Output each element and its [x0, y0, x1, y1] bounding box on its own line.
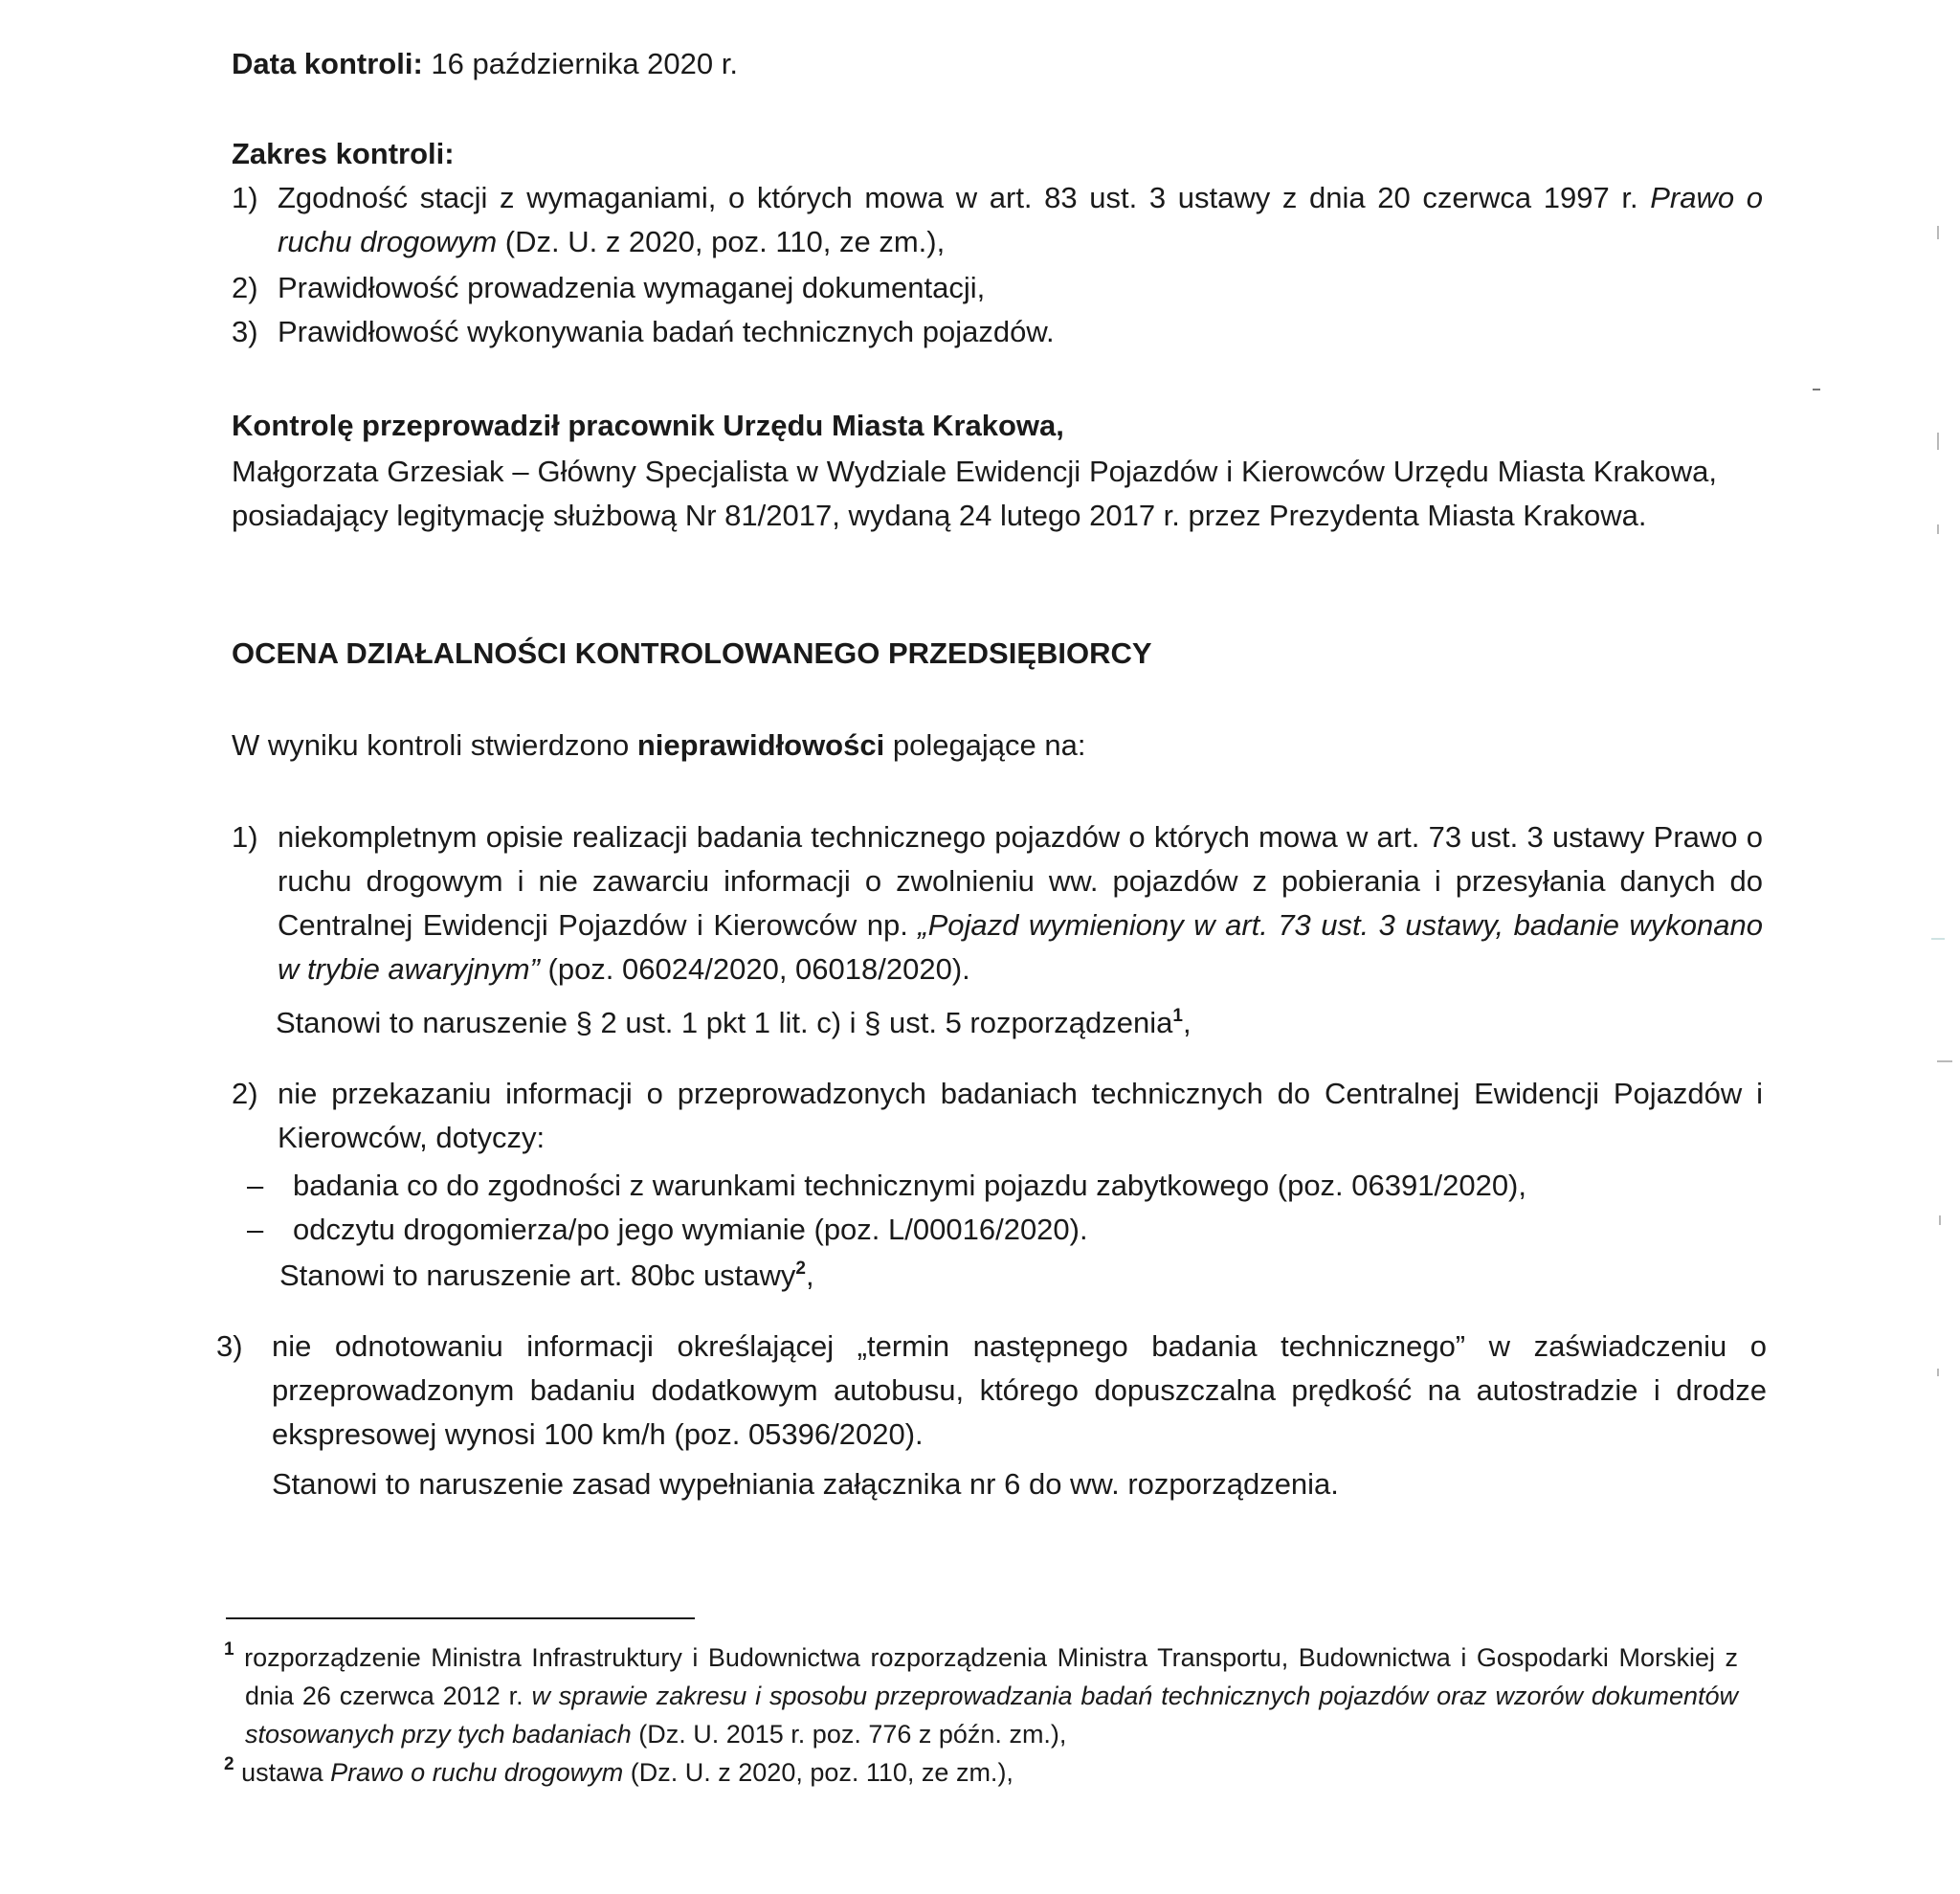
finding-2-violation: [232, 1254, 1717, 1298]
scan-mark: [1937, 1060, 1952, 1062]
violation-text: Stanowi to naruszenie zasad wypełniania załącznika nr 6 do ww. rozporządzenia.: [272, 1467, 1339, 1501]
finding-text: nie odnotowaniu informacji określającej „termin następnego badania technicznego” w zaświadczeniu o przeprowadzonym badaniu dodatkowym autobusu, którego dopuszczalna prędkość na autostradzie i drodze ekspresowej wynosi 100 km/h (poz. 05396/2020).: [272, 1329, 1767, 1451]
scan-mark: [1939, 1215, 1941, 1225]
footnote-text: ustawa: [234, 1758, 331, 1787]
finding-quote: „Pojazd wymieniony w art. 73 ust. 3 ustawy, badanie wykonano w trybie awaryjnym”: [278, 908, 1763, 986]
finding-reference: (poz. 06024/2020, 06018/2020).: [539, 952, 970, 986]
violation-end: ,: [1182, 1006, 1192, 1039]
scope-item-2: [232, 266, 1763, 310]
scan-mark: [1937, 1369, 1939, 1376]
footnote-citation: (Dz. U. z 2020, poz. 110, ze zm.),: [623, 1758, 1013, 1787]
control-date-label: Data kontroli:: [232, 47, 423, 80]
assessment-intro-end: polegające na:: [884, 728, 1086, 762]
finding-3-violation: [232, 1462, 1717, 1506]
scan-mark: [1937, 226, 1939, 239]
inspector-heading: [232, 404, 1717, 448]
finding-number: 1): [232, 820, 258, 854]
footnote-ref: 2: [795, 1259, 806, 1279]
scan-mark: [1937, 433, 1939, 450]
assessment-intro: [232, 724, 1717, 768]
footnote-number: 1: [224, 1639, 234, 1660]
footnote-2: [224, 1753, 1717, 1792]
footnote-1: [224, 1638, 1738, 1753]
scope-item-number: 2): [232, 271, 258, 304]
finding-1-violation: [232, 1001, 1717, 1045]
bullet-dash: –: [247, 1213, 264, 1246]
bullet-text: badania co do zgodności z warunkami technicznymi pojazdu zabytkowego (poz. 06391/2020),: [293, 1169, 1526, 1202]
scope-heading-text: Zakres kontroli:: [232, 137, 455, 170]
scope-item-text: Zgodność stacji z wymaganiami, o których mowa w art. 83 ust. 3 ustawy z dnia 20 czerwca 1997 r.: [278, 181, 1651, 214]
scope-item-text: Prawidłowość wykonywania badań technicznych pojazdów.: [278, 315, 1055, 348]
scan-mark: [1937, 524, 1939, 534]
control-date-line: [232, 42, 1717, 86]
bullet-dash: –: [247, 1169, 264, 1202]
finding-2: [232, 1072, 1763, 1160]
finding-number: 3): [216, 1329, 243, 1363]
scan-mark: [1813, 389, 1820, 390]
violation-text: Stanowi to naruszenie art. 80bc ustawy: [279, 1259, 796, 1292]
footnote-title: w sprawie zakresu i sposobu przeprowadzania badań technicznych pojazdów oraz wzorów dokumentów stosowanych przy tych badaniach: [245, 1682, 1738, 1749]
scope-item-3: [232, 310, 1763, 354]
footnote-number: 2: [224, 1754, 234, 1774]
control-date-value: 16 października 2020 r.: [431, 47, 738, 80]
violation-text: Stanowi to naruszenie § 2 ust. 1 pkt 1 lit. c) i § ust. 5 rozporządzenia: [276, 1006, 1173, 1039]
footnote-separator: [226, 1617, 695, 1619]
footnote-title: Prawo o ruchu drogowym: [330, 1758, 624, 1787]
bullet-text: odczytu drogomierza/po jego wymianie (poz. L/00016/2020).: [293, 1213, 1088, 1246]
scope-item-title: Prawo o ruchu drogowym: [278, 181, 1764, 258]
scope-item-text: Prawidłowość prowadzenia wymaganej dokumentacji,: [278, 271, 986, 304]
footnote-citation: (Dz. U. 2015 r. poz. 776 z późn. zm.),: [631, 1720, 1067, 1749]
finding-2-bullet-2: [247, 1208, 1765, 1252]
scope-item-citation: (Dz. U. z 2020, poz. 110, ze zm.),: [497, 225, 946, 258]
finding-2-bullet-1: [247, 1164, 1765, 1208]
scope-item-number: 3): [232, 315, 258, 348]
footnote-ref: 1: [1172, 1006, 1183, 1026]
inspector-heading-text: Kontrolę przeprowadził pracownik Urzędu Miasta Krakowa,: [232, 409, 1064, 442]
footnote-text: rozporządzenie Ministra Infrastruktury i Budownictwa rozporządzenia Ministra Transportu, Budownictwa i Gospodarki Morskiej z dnia 26 czerwca 2012 r.: [234, 1643, 1738, 1710]
assessment-intro-text: W wyniku kontroli stwierdzono: [232, 728, 637, 762]
finding-1: [232, 815, 1763, 992]
scope-heading: [232, 132, 1717, 176]
finding-3: [216, 1325, 1767, 1457]
finding-number: 2): [232, 1077, 258, 1110]
assessment-heading: [232, 632, 1717, 676]
inspector-text: Małgorzata Grzesiak – Główny Specjalista w Wydziale Ewidencji Pojazdów i Kierowców Urzędu Miasta Krakowa, posiadający legitymację służbową Nr 81/2017, wydaną 24 lutego 2017 r. przez Prezydenta Miasta Krakowa.: [232, 455, 1717, 532]
scope-item-1: [232, 176, 1763, 264]
assessment-heading-text: OCENA DZIAŁALNOŚCI KONTROLOWANEGO PRZEDSIĘBIORCY: [232, 636, 1152, 670]
scan-mark: [1931, 938, 1945, 940]
finding-text: nie przekazaniu informacji o przeprowadzonych badaniach technicznych do Centralnej Ewidencji Pojazdów i Kierowców, dotyczy:: [278, 1077, 1763, 1154]
violation-end: ,: [805, 1259, 814, 1292]
assessment-intro-bold: nieprawidłowości: [636, 728, 885, 762]
scope-item-number: 1): [232, 181, 258, 214]
finding-text: niekompletnym opisie realizacji badania technicznego pojazdów o których mowa w art. 73 ust. 3 ustawy Prawo o ruchu drogowym i nie zawarciu informacji o zwolnieniu ww. pojazdów z pobierania i przesyłania danych do Centralnej Ewidencji Pojazdów i Kierowców np.: [278, 820, 1763, 942]
